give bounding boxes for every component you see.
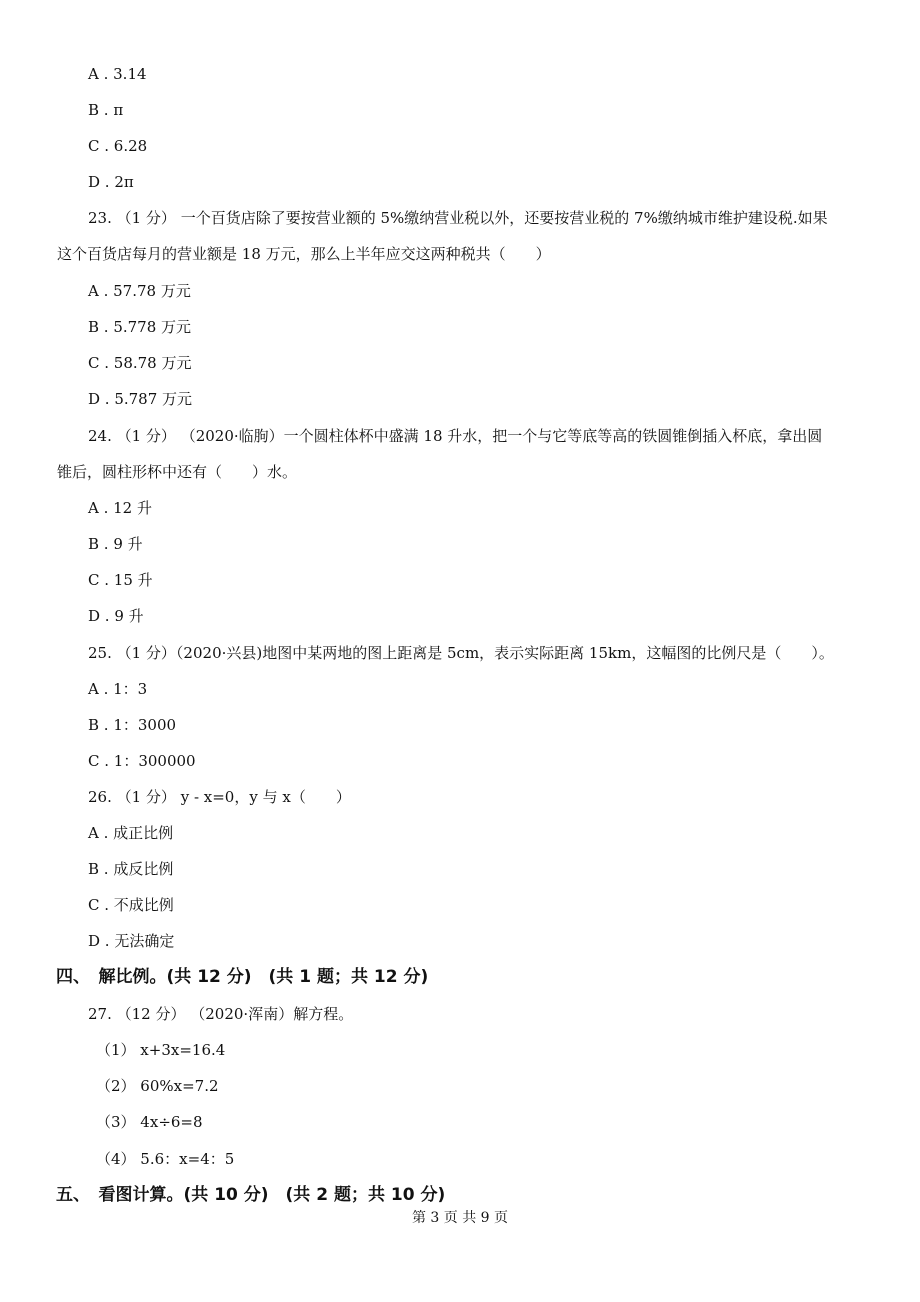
q22-option-a: A . 3.14 (88, 65, 147, 83)
q26-option-c: C . 不成比例 (88, 896, 174, 914)
q26-stem-line1: 26. （1 分） y - x=0，y 与 x（ ） (88, 788, 351, 806)
q25-option-b: B . 1：3000 (88, 716, 177, 734)
q27-part-3: （3） 4x÷6=8 (96, 1113, 203, 1131)
q23-option-a: A . 57.78 万元 (88, 282, 191, 300)
q25-option-c: C . 1：300000 (88, 752, 196, 770)
q25-stem-line1: 25. （1 分）（2020·兴县)地图中某两地的图上距离是 5cm，表示实际距离 15km，这幅图的比例尺是（ ）。 (88, 644, 834, 662)
q24-option-c: C . 15 升 (88, 571, 153, 589)
q26-option-b: B . 成反比例 (88, 860, 174, 878)
q27-part-2: （2） 60%x=7.2 (96, 1077, 219, 1095)
q23-option-d: D . 5.787 万元 (88, 390, 193, 408)
q23-option-c: C . 58.78 万元 (88, 354, 192, 372)
q24-option-b: B . 9 升 (88, 535, 143, 553)
q26-option-d: D . 无法确定 (88, 932, 175, 950)
q22-option-b: B . π (88, 101, 124, 119)
q24-stem-line2: 锥后，圆柱形杯中还有（ ）水。 (57, 463, 298, 481)
page-footer: 第 3 页 共 9 页 (411, 1210, 509, 1226)
q23-stem-line2: 这个百货店每月的营业额是 18 万元，那么上半年应交这两种税共（ ） (57, 245, 551, 263)
q24-option-a: A . 12 升 (88, 499, 152, 517)
q22-option-c: C . 6.28 (88, 137, 148, 155)
q27-part-4: （4） 5.6：x=4：5 (96, 1150, 235, 1168)
q24-option-d: D . 9 升 (88, 607, 144, 625)
section-4-heading: 四、 解比例。(共 12 分) (共 1 题；共 12 分) (56, 967, 429, 987)
q24-stem-line1: 24. （1 分） （2020·临朐）一个圆柱体杯中盛满 18 升水，把一个与它等底等高的铁圆锥倒插入杯底，拿出圆 (88, 427, 823, 445)
section-5-heading: 五、 看图计算。(共 10 分) (共 2 题；共 10 分) (56, 1185, 446, 1205)
q27-part-1: （1） x+3x=16.4 (96, 1041, 226, 1059)
q23-option-b: B . 5.778 万元 (88, 318, 192, 336)
q25-option-a: A . 1：3 (88, 680, 148, 698)
q26-option-a: A . 成正比例 (88, 824, 174, 842)
q23-stem-line1: 23. （1 分） 一个百货店除了要按营业额的 5%缴纳营业税以外，还要按营业税的 7%缴纳城市维护建设税.如果 (88, 209, 828, 227)
q22-option-d: D . 2π (88, 173, 134, 191)
q27-stem-line1: 27. （12 分） （2020·浑南）解方程。 (88, 1005, 354, 1023)
